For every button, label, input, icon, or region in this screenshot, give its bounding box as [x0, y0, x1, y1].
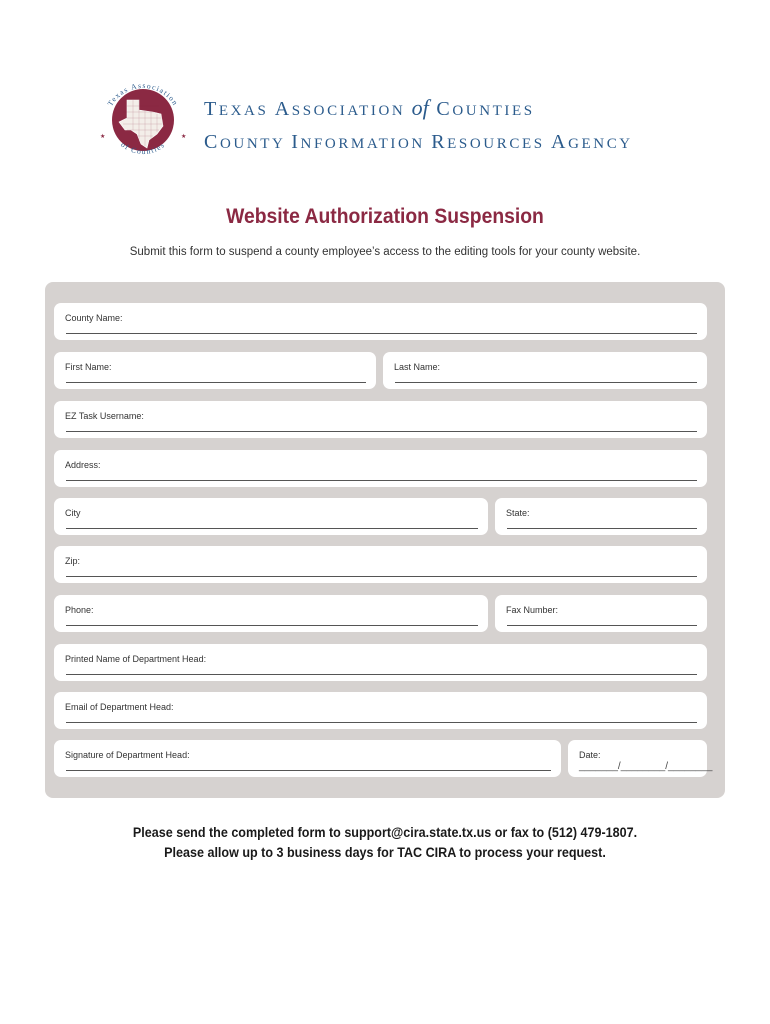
signature-dept-head-input-line[interactable]	[66, 770, 551, 771]
email-dept-head-field[interactable]	[54, 692, 707, 729]
org-line2-part: OUNTY	[219, 136, 292, 152]
org-line1-part: SSOCIATION	[291, 103, 412, 119]
state-field[interactable]	[495, 498, 707, 535]
ez-task-username-field[interactable]	[54, 401, 707, 438]
authorization-form	[45, 282, 725, 798]
org-name-line-1	[204, 92, 633, 127]
org-line1-part: A	[274, 98, 292, 120]
state-label: State:	[506, 508, 530, 518]
phone-input-line[interactable]	[66, 625, 478, 626]
zip-label: Zip:	[65, 556, 81, 566]
signature-dept-head-field[interactable]	[54, 740, 561, 777]
address-field[interactable]	[54, 450, 707, 487]
fax-number-label: Fax Number:	[506, 605, 559, 615]
email-dept-head-input-line[interactable]	[66, 722, 697, 723]
printed-name-dept-head-input-line[interactable]	[66, 674, 697, 675]
ez-task-username-input-line[interactable]	[66, 431, 697, 432]
org-line2-part: C	[204, 131, 220, 153]
org-line2-part: ESOURCES	[447, 136, 552, 152]
zip-field[interactable]	[54, 546, 707, 583]
date-input-blanks[interactable]: _______/________/________	[579, 761, 713, 772]
phone-label: Phone:	[65, 605, 94, 615]
address-label: Address:	[65, 460, 101, 470]
footer-line-1: Please send the completed form to support@cira.state.tx.us or fax to (512) 479-1807.	[132, 825, 638, 840]
footer-instructions	[0, 823, 770, 863]
first-name-label: First Name:	[65, 362, 112, 372]
org-line1-part: T	[204, 98, 219, 120]
organization-name	[204, 92, 633, 160]
org-line2-part: I	[291, 131, 301, 153]
county-name-field[interactable]	[54, 303, 707, 340]
org-line1-part: OUNTIES	[452, 103, 535, 119]
printed-name-dept-head-label: Printed Name of Department Head:	[65, 654, 207, 664]
signature-dept-head-label: Signature of Department Head:	[65, 750, 190, 760]
last-name-input-line[interactable]	[395, 382, 697, 383]
org-line2-part: NFORMATION	[300, 136, 432, 152]
org-name-line-2	[204, 127, 633, 160]
last-name-field[interactable]	[383, 352, 707, 389]
page-title: Website Authorization Suspension	[226, 205, 544, 228]
address-input-line[interactable]	[66, 480, 697, 481]
phone-field[interactable]	[54, 595, 488, 632]
org-line2-part: GENCY	[568, 136, 633, 152]
city-field[interactable]	[54, 498, 488, 535]
org-line1-part: of	[411, 95, 429, 120]
ez-task-username-label: EZ Task Username:	[65, 411, 144, 421]
city-input-line[interactable]	[66, 528, 478, 529]
org-line2-part: A	[551, 131, 569, 153]
email-dept-head-label: Email of Department Head:	[65, 702, 174, 712]
county-name-label: County Name:	[65, 313, 123, 323]
tac-seal-logo	[93, 70, 193, 170]
seal-star-right-icon: ★	[181, 134, 187, 140]
org-line1-part: C	[428, 98, 453, 120]
seal-star-left-icon: ★	[100, 134, 106, 140]
org-line1-part: EXAS	[218, 103, 275, 119]
org-line2-part: R	[431, 131, 448, 153]
city-label: City	[65, 508, 81, 518]
state-input-line[interactable]	[507, 528, 697, 529]
first-name-input-line[interactable]	[66, 382, 366, 383]
footer-line-2: Please allow up to 3 business days for TAC CIRA to process your request.	[164, 845, 606, 860]
date-field[interactable]	[568, 740, 713, 777]
fax-number-input-line[interactable]	[507, 625, 697, 626]
page-subtitle: Submit this form to suspend a county employee’s access to the editing tools for your county website.	[129, 246, 641, 258]
seal-top-text: Texas Association	[105, 80, 181, 108]
last-name-label: Last Name:	[394, 362, 441, 372]
seal-bottom-text: of Counties	[119, 139, 167, 157]
first-name-field[interactable]	[54, 352, 376, 389]
date-label: Date:	[579, 750, 601, 760]
zip-input-line[interactable]	[66, 576, 697, 577]
fax-number-field[interactable]	[495, 595, 707, 632]
printed-name-dept-head-field[interactable]	[54, 644, 707, 681]
county-name-input-line[interactable]	[66, 333, 697, 334]
